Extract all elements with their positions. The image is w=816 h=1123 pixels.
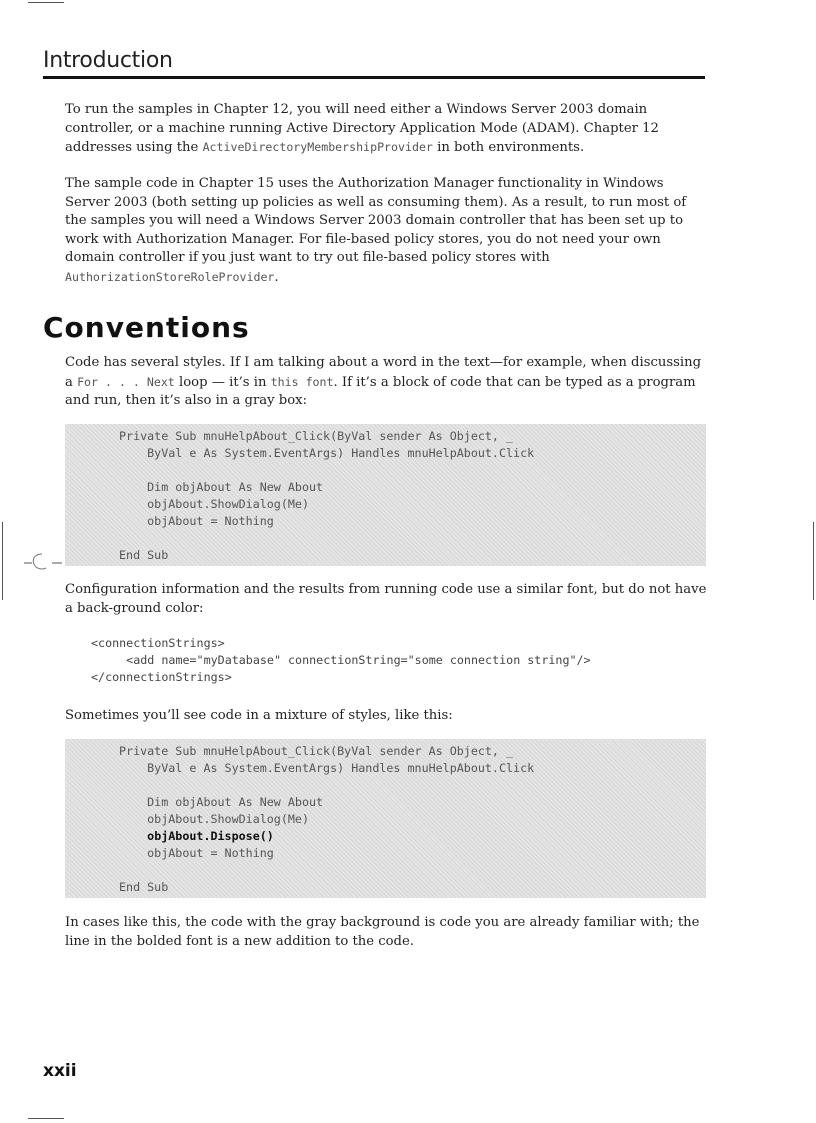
config-code-text: <connectionStrings> <add name="myDatabase" connectionString="some connection string"/> </connectionStrings>: [91, 636, 591, 684]
inline-code: this font: [270, 374, 334, 389]
bolded-code-line: objAbout.Dispose(): [147, 829, 274, 843]
code-block-mixed: [65, 739, 706, 898]
inline-code: AuthorizationStoreRoleProvider: [65, 269, 275, 284]
crop-mark-left-side: [2, 522, 3, 600]
paragraph-bold-explanation: In cases like this, the code with the gray background is code you are already familiar with; the line in the bolded font is a new addition to the code.: [65, 915, 700, 949]
inline-code: ActiveDirectoryMembershipProvider: [202, 140, 433, 154]
paragraph-configuration: Configuration information and the results from running code use a similar font, but do not have a back-ground color:: [65, 582, 707, 616]
running-header-title: Introduction: [43, 48, 173, 73]
crop-mark-bottom-left: [28, 1118, 64, 1119]
crop-mark-top-left: [28, 2, 64, 3]
section-heading: Conventions: [43, 311, 250, 344]
config-code-block: [91, 635, 591, 686]
registration-mark-icon: [22, 548, 66, 578]
code-block-gray: [65, 424, 706, 566]
paragraph-mixed-styles: Sometimes you’ll see code in a mixture of styles, like this:: [65, 708, 453, 723]
header-rule: [43, 76, 705, 79]
page-number: xxii: [43, 1061, 77, 1081]
crop-mark-right-side: [813, 522, 814, 600]
paragraph-chapter-15: The sample code in Chapter 15 uses the Authorization Manager functionality in Windows Server 2003 (both setting up policies as well as consuming them). As a result, to run most of the samples you will need a Windows Server 2003 domain controller that has been set up to work with Authorization Manager. For file-based policy stores, you do not need your own domain controller if you just want to try out file-based policy stores with AuthorizationStoreRoleProvider.: [65, 176, 687, 285]
paragraph-chapter-12: To run the samples in Chapter 12, you will need either a Windows Server 2003 domain controller, or a machine running Active Directory Application Mode (ADAM). Chapter 12 addresses using the ActiveDirectoryMembershipProvider in both environments.: [65, 102, 659, 155]
code-block-mixed-text: Private Sub mnuHelpAbout_Click(ByVal sender As Object, _ ByVal e As System.EventArgs) Handles mnuHelpAbout.Click Dim objAbout As New About objAbout.ShowDialog(Me) objAbout.Dispose() objAbout = Nothing End Sub: [119, 744, 535, 894]
code-block-text: Private Sub mnuHelpAbout_Click(ByVal sender As Object, _ ByVal e As System.EventArgs) Handles mnuHelpAbout.Click Dim objAbout As New About objAbout.ShowDialog(Me) objAbout = Nothing End Sub: [119, 429, 535, 562]
inline-code: For . . . Next: [77, 374, 175, 389]
paragraph-code-styles: Code has several styles. If I am talking about a word in the text—for example, when discussing a For . . . Next loop — it’s in this font. If it’s a block of code that can be typed as a program and run, then it’s also in a gray box:: [65, 355, 702, 408]
